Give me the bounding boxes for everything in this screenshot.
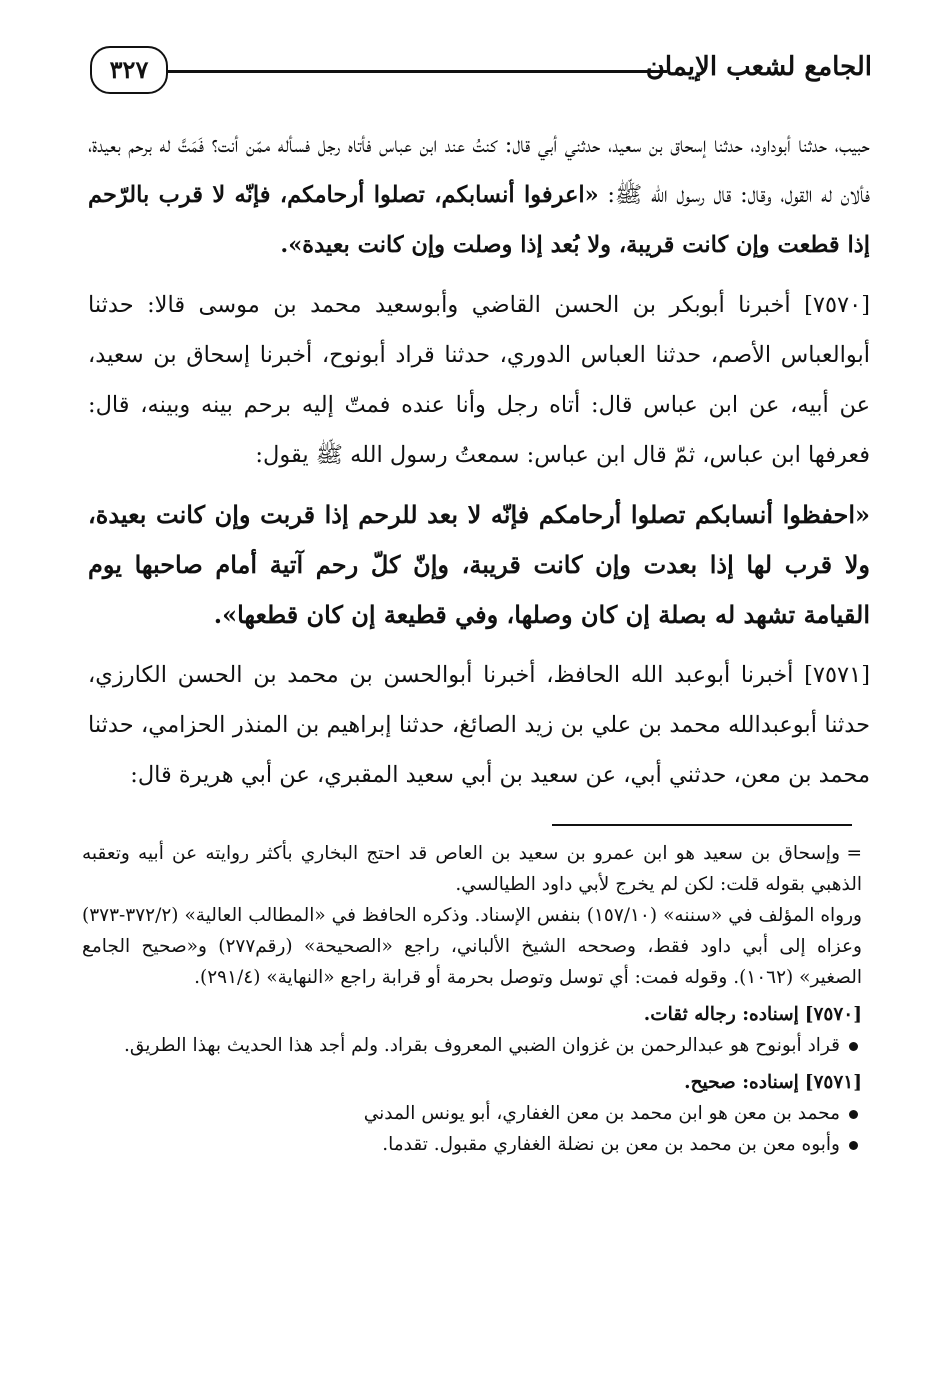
paragraph-7571	[88, 650, 870, 800]
narration-chain: أخبرنا أبوعبد الله الحافظ، أخبرنا أبوالحسن بن محمد بن الحسن الكارزي، حدثنا أبوعبدالله محمد بن علي بن زيد الصائغ، حدثنا إبراهيم بن المنذر الحزامي، حدثنا محمد بن معن، حدثني أبي، عن سعيد بن أبي سعيد المقبري، عن أبي هريرة قال:	[88, 662, 870, 788]
hadith-text-7570: «احفظوا أنسابكم تصلوا أرحامكم فإنّه لا بعد للرحم إذا قربت وإن كانت بعيدة، ولا قرب لها إذا بعدت وإن كانت قريبة، وإنّ كلّ رحم آتية أمام صاحبها يوم القيامة تشهد له بصلة إن كان وصلها، وفي قطيعة إن كان قطعها».	[88, 500, 870, 629]
list-item	[82, 1030, 862, 1061]
footnote-paragraph: ورواه المؤلف في «سننه» (١٥٧/١٠) بنفس الإسناد. وذكره الحافظ في «المطالب العالية» (٣٧٢/٢-٣٧٣) وعزاه إلى أبي داود فقط، وصححه الشيخ الألباني، راجع «الصحيحة» (رقم٢٧٧) و«صحيح الجامع الصغير» (١٠٦٢). وقوله فمت: أي توسل وتوصل بحرمة أو قرابة راجع «النهاية» (٢٩١/٤).	[82, 905, 862, 988]
list-item	[82, 1098, 862, 1129]
footnote-number: [٧٥٧١]	[804, 1072, 862, 1093]
footnote-7571	[82, 1067, 862, 1098]
footnote-divider	[552, 824, 852, 826]
footnote-7570-list	[82, 1030, 862, 1061]
list-item-text: قراد أبونوح هو عبدالرحمن بن غزوان الضبي المعروف بقراد. ولم أجد هذا الحديث بهذا الطريق.	[123, 1035, 840, 1056]
list-item-text: محمد بن معن هو ابن محمد بن معن الغفاري، أبو يونس المدني	[363, 1103, 840, 1124]
hadith-number: [٧٥٧٠]	[804, 292, 870, 318]
paragraph-continuation	[88, 120, 870, 270]
footnote-label: إسناده: صحيح.	[684, 1072, 799, 1093]
page-header	[90, 38, 872, 98]
footnote-text: وإسحاق بن سعيد هو ابن عمرو بن سعيد بن العاص قد احتج البخاري بأكثر روايته عن أبيه وتعقبه الذهبي بقوله قلت: لكن لم يخرج لأبي داود الطيالسي.	[82, 843, 862, 895]
list-item	[82, 1129, 862, 1160]
list-item-text: وأبوه معن بن محمد بن معن بن نضلة الغفاري مقبول. تقدما.	[382, 1134, 840, 1155]
footnote-7571-list	[82, 1098, 862, 1160]
hadith-number: [٧٥٧١]	[804, 662, 870, 688]
paragraph-7570	[88, 280, 870, 480]
footnote-7570	[82, 999, 862, 1030]
main-text	[88, 120, 870, 810]
header-rule	[166, 70, 667, 73]
bullet-icon	[849, 1042, 858, 1051]
footnote-label: إسناده: رجاله ثقات.	[643, 1004, 799, 1025]
bullet-icon	[849, 1110, 858, 1119]
bullet-icon	[849, 1141, 858, 1150]
footnote-continuation	[82, 838, 862, 900]
narration-chain: حبيب، حدثنا أبوداود، حدثنا إسحاق بن سعيد، حدثني أبي قال: كنتُ عند ابن عباس فأتاه رجل فسأله ممّن أنت؟ فَمَتَّ له برحم بعيدة، فألان له القول، وقال: قال رسول الله ﷺ:	[88, 132, 870, 208]
narration-chain: أخبرنا أبوبكر بن الحسن القاضي وأبوسعيد محمد بن موسى قالا: حدثنا أبوالعباس الأصم، حدثنا العباس الدوري، حدثنا قراد أبونوح، أخبرنا إسحاق بن سعيد، عن أبيه، عن ابن عباس قال: أتاه رجل وأنا عنده فمتّ إليه برحم بينه وبينه، قال: فعرفها ابن عباس، ثمّ قال ابن عباس: سمعتُ رسول الله ﷺ يقول:	[88, 292, 870, 468]
footnote-number: [٧٥٧٠]	[804, 1004, 862, 1025]
continuation-marker: =	[846, 843, 862, 864]
running-title: الجامع لشعب الإيمان	[645, 52, 872, 82]
page-number: ٣٢٧	[90, 46, 168, 94]
hadith-text: «اعرفوا أنسابكم، تصلوا أرحامكم، فإنّه لا قرب بالرّحم إذا قطعت وإن كانت قريبة، ولا بُعد إذا وصلت وإن كانت بعيدة».	[88, 182, 870, 258]
footnotes	[82, 838, 862, 1160]
